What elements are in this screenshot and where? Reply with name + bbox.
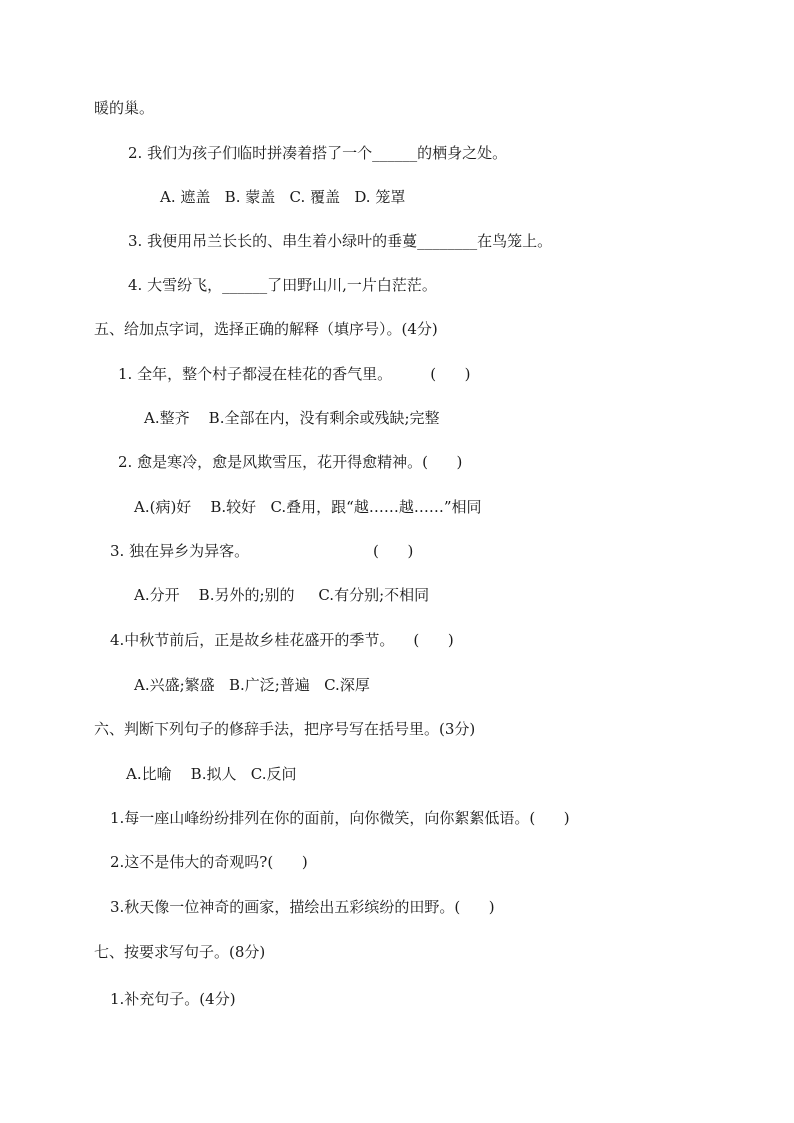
question-5-3: 3. 独在异乡为异客。 ( ) — [110, 542, 414, 560]
question-6-1: 1.每一座山峰纷纷排列在你的面前，向你微笑，向你絮絮低语。( ) — [110, 809, 570, 827]
question-6-2: 2.这不是伟大的奇观吗?( ) — [110, 853, 308, 871]
question-4-2: 2. 我们为孩子们临时拼凑着搭了一个______的栖身之处。 — [128, 144, 508, 162]
options-4-2: A. 遮盖 B. 蒙盖 C. 覆盖 D. 笼罩 — [160, 188, 406, 206]
options-5-4: A.兴盛;繁盛 B.广泛;普遍 C.深厚 — [134, 676, 370, 694]
question-5-4: 4.中秋节前后，正是故乡桂花盛开的季节。 ( ) — [110, 631, 454, 649]
section-6-heading: 六、判断下列句子的修辞手法，把序号写在括号里。(3分) — [94, 720, 476, 738]
options-5-3: A.分开 B.另外的;别的 C.有分别;不相同 — [134, 586, 430, 604]
options-5-2: A.(病)好 B.较好 C.叠用，跟“越……越……”相同 — [134, 498, 482, 516]
section-5-heading: 五、给加点字词，选择正确的解释（填序号）。(4分) — [94, 320, 438, 338]
question-7-1: 1.补充句子。(4分) — [110, 990, 236, 1008]
question-4-4: 4. 大雪纷飞，______了田野山川,一片白茫茫。 — [128, 276, 437, 294]
question-5-2: 2. 愈是寒冷，愈是风欺雪压，花开得愈精神。( ) — [118, 453, 463, 471]
question-6-3: 3.秋天像一位神奇的画家，描绘出五彩缤纷的田野。( ) — [110, 898, 495, 916]
options-5-1: A.整齐 B.全部在内，没有剩余或残缺;完整 — [144, 409, 440, 427]
section-7-heading: 七、按要求写句子。(8分) — [94, 943, 266, 961]
options-6: A.比喻 B.拟人 C.反问 — [126, 765, 297, 783]
question-4-3: 3. 我便用吊兰长长的、串生着小绿叶的垂蔓________在鸟笼上。 — [128, 232, 553, 250]
text-line-continuation: 暖的巢。 — [94, 99, 155, 117]
question-5-1: 1. 全年，整个村子都浸在桂花的香气里。 ( ) — [118, 365, 471, 383]
